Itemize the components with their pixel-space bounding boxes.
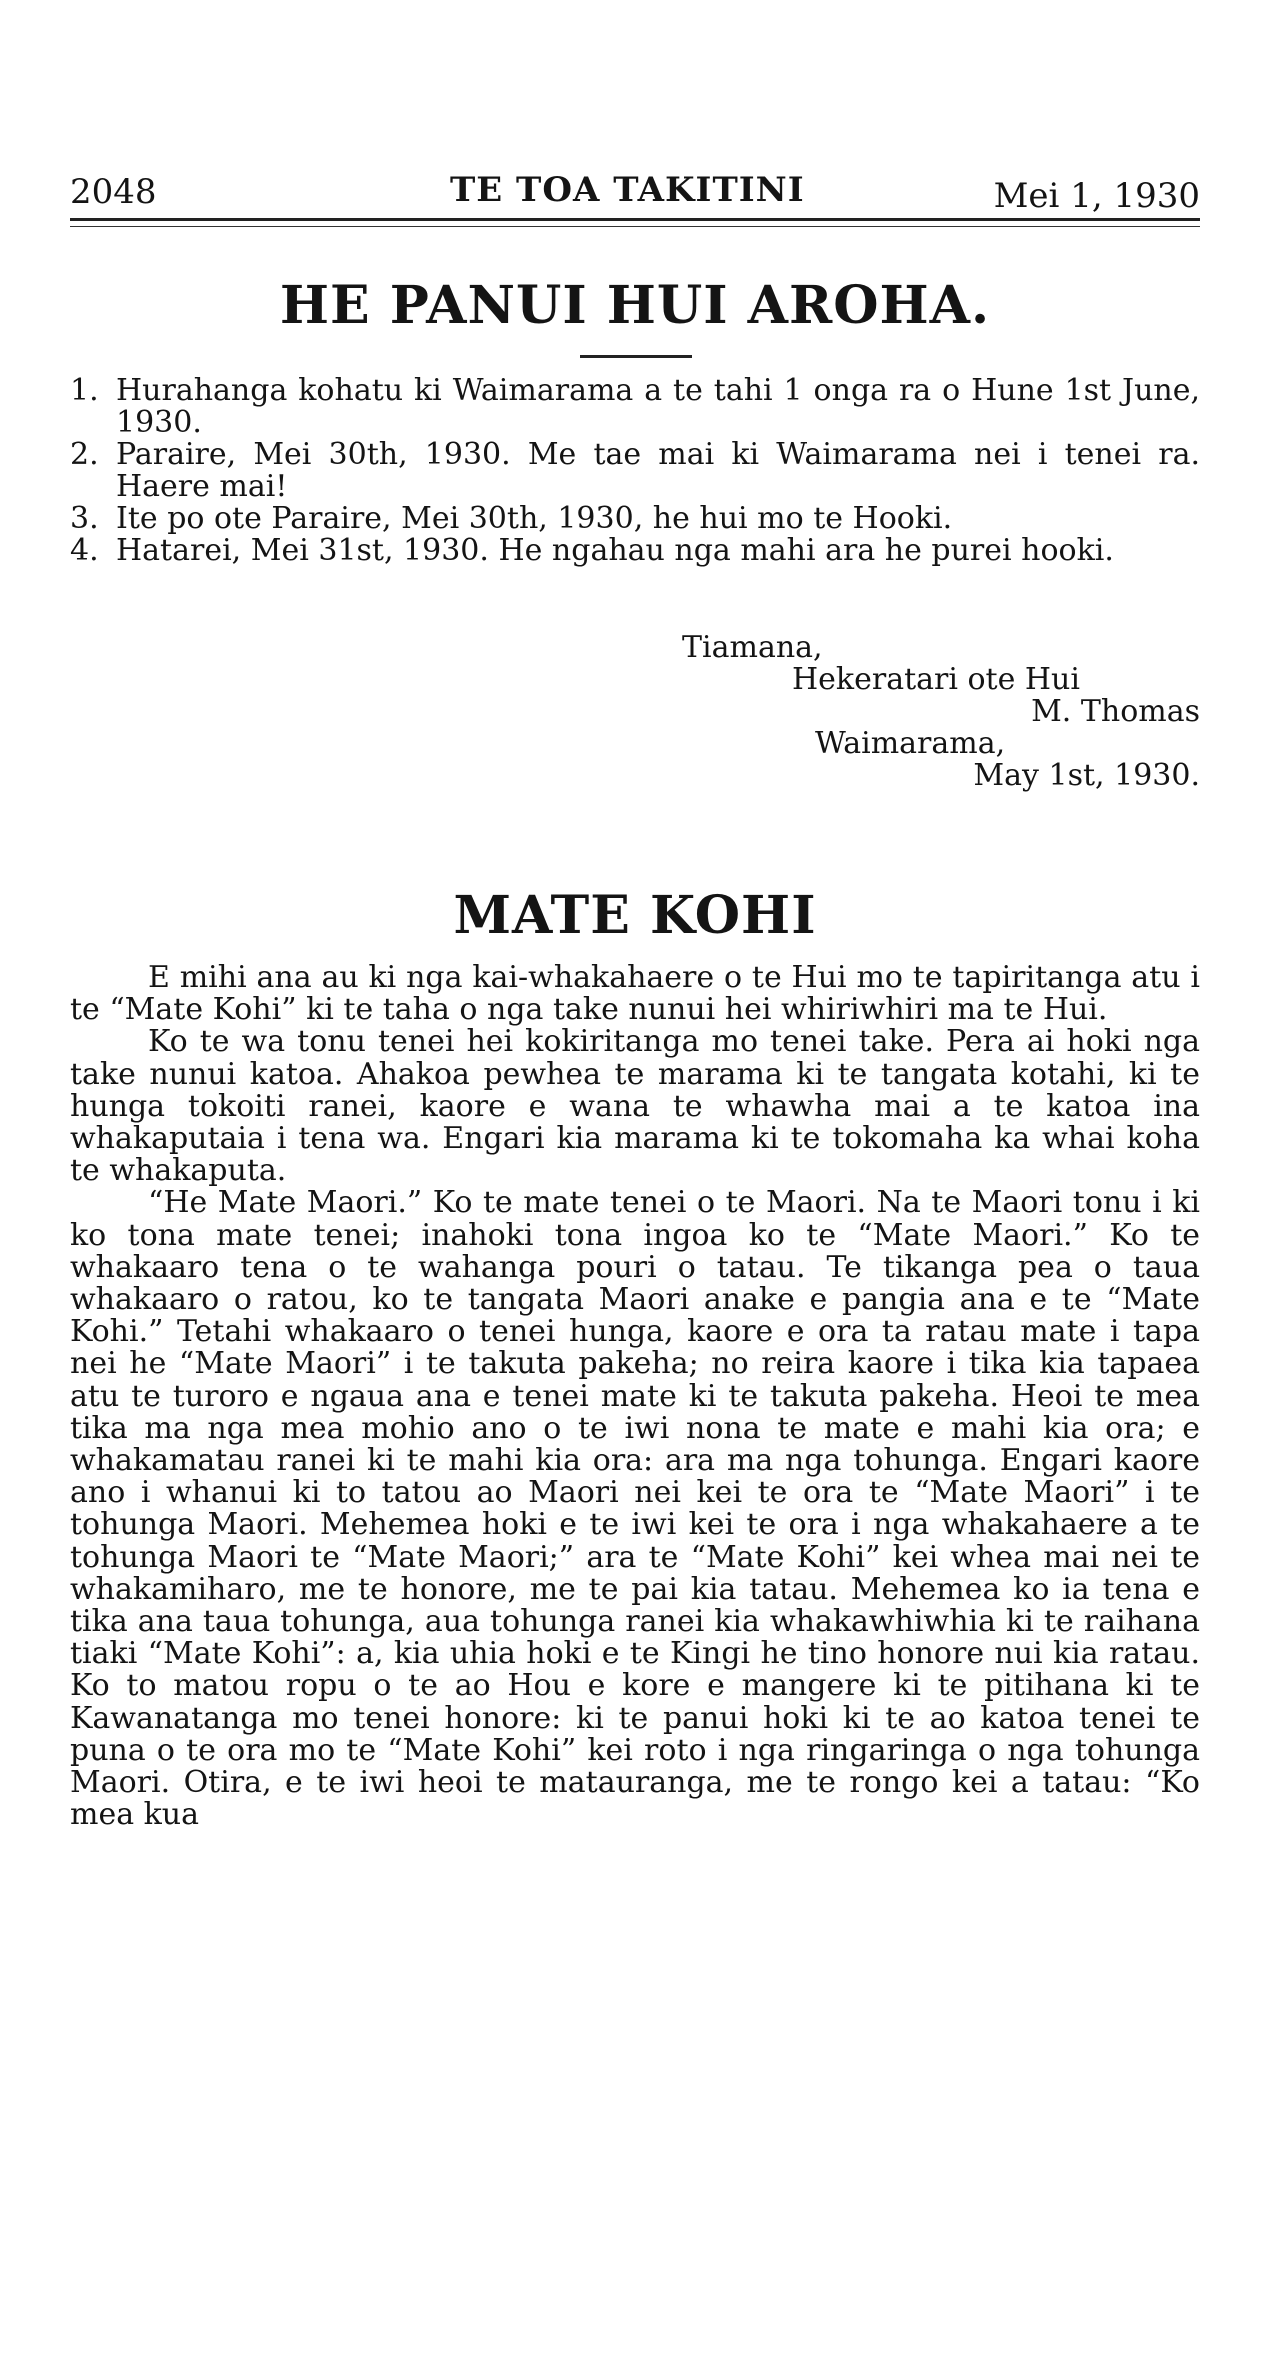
issue-date: Mei 1, 1930 [993,176,1200,216]
signature-place: Waimarama, [815,726,1006,761]
article-paragraph: E mihi ana au ki nga kai-whakahaere o te Hui mo te tapiritanga atu i te “Mate Kohi” ki te taha o nga take nunui hei whiriwhiri ma te Hui. [70,960,1200,1028]
article-title: MATE KOHI [453,885,817,946]
signature-date: May 1st, 1930. [973,758,1200,793]
document-page [70,150,1200,1833]
article-paragraph: “He Mate Maori.” Ko te mate tenei o te Maori. Na te Maori tonu i ki ko tona mate tenei; inahoki tona ingoa ko te “Mate Maori.” Ko te whakaaro tena o te wahanga pouri o tatau. Te tikanga pea o taua whakaaro o ratou, ko te tangata Maori anake e pangia ana e te “Mate Kohi.” Tetahi whakaaro o tenei hunga, kaore e ora ta ratau mate i tapa nei he “Mate Maori” i te takuta pakeha; no reira kaore i tika kia tapaea atu te turoro e ngaua ana e tenei mate ki te takuta pakeha. Heoi te mea tika ma nga mea mohio ano o te iwi nona te mate e mahi kia ora; e whakamatau ranei ki te mahi kia ora: ara ma nga tohunga. Engari kaore ano i whanui ki to tatou ao Maori nei kei te ora te “Mate Maori” i te tohunga Maori. Mehemea hoki e te iwi kei te ora i nga whakahaere a te tohunga Maori te “Mate Maori;” ara te “Mate Kohi” kei whea mai nei te whakamiharo, me te honore, me te pai kia tatau. Mehemea ko ia tena e tika ana taua tohunga, aua tohunga ranei kia whakawhiwhia ki te raihana tiaki “Mate Kohi”: a, kia uhia hoki e te Kingi he tino honore nui kia ratau. Ko to matou ropu o te ao Hou e kore e mangere ki te pitihana ki te Kawanatanga mo tenei honore: ki te panui hoki ki te ao katoa tenei te puna o te ora mo te “Mate Kohi” kei roto i nga ringaringa o nga tohunga Maori. Otira, e te iwi heoi te matauranga, me te rongo kei a tatau: “Ko mea kua [70,1185,1200,1833]
list-item-number: 4. [70,533,99,568]
publication-title: TE TOA TAKITINI [450,170,805,210]
page-number: 2048 [70,172,157,212]
list-item [70,503,1200,535]
list-item-text: Paraire, Mei 30th, 1930. Me tae mai ki Waimarama nei i tenei ra. Haere mai! [116,437,1200,504]
list-item [70,535,1200,567]
signature-line: Tiamana, [682,630,823,665]
list-item-text: Hatarei, Mei 31st, 1930. He ngahau nga mahi ara he purei hooki. [116,533,1114,568]
article-body [70,962,1200,1831]
signature-line: Hekeratari ote Hui [792,662,1080,697]
list-item-number: 2. [70,437,99,472]
list-item-number: 3. [70,501,99,536]
header-rule [70,218,1200,221]
page-header [70,150,1200,216]
list-item-text: Ite po ote Paraire, Mei 30th, 1930, he hui mo te Hooki. [116,501,953,536]
list-item-text: Hurahanga kohatu ki Waimarama a te tahi 1 onga ra o Hune 1st June, 1930. [116,373,1200,440]
list-item [70,375,1200,439]
signature-name: M. Thomas [1031,694,1200,729]
article-paragraph: Ko te wa tonu tenei hei kokiritanga mo tenei take. Pera ai hoki nga take nunui katoa. Ahakoa pewhea te marama ki te tangata kotahi, ki te hunga tokoiti ranei, kaore e wana te whawha mai a te katoa ina whakaputaia i tena wa. Engari kia marama ki te tokomaha ka whai koha te whakaputa. [70,1024,1200,1189]
notice-list [70,375,1200,567]
list-item-number: 1. [70,373,99,408]
notice-title: HE PANUI HUI AROHA. [279,275,991,336]
header-rule-thin [70,226,1200,227]
list-item [70,439,1200,503]
title-divider [580,355,692,358]
